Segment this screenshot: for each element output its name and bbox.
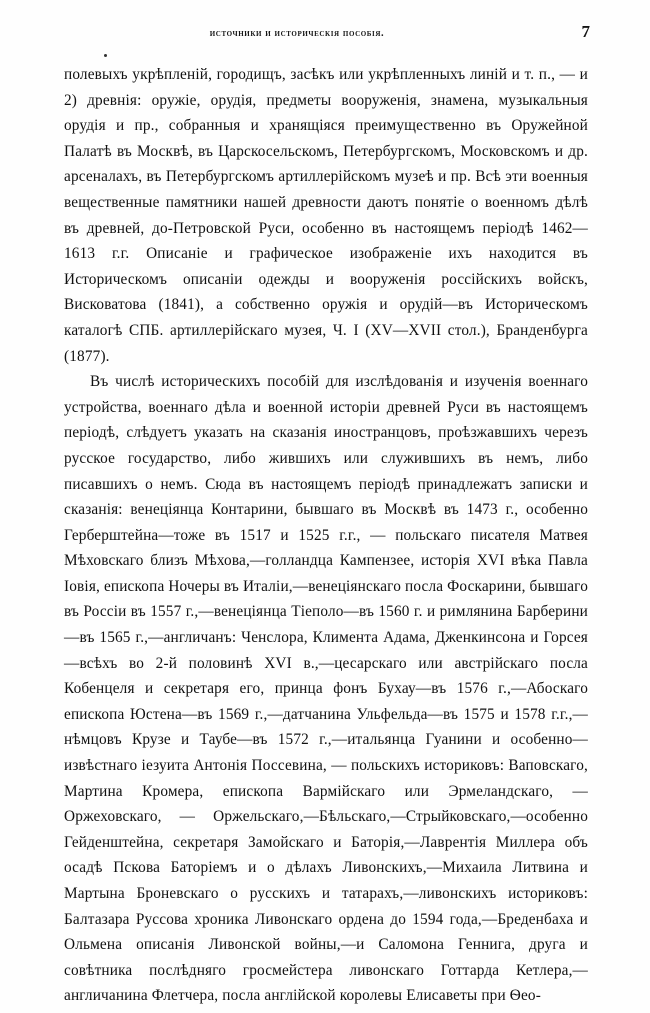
page-number: 7 [581,22,590,41]
ink-speck [104,54,107,57]
page-header [62,22,590,50]
body-text [64,62,588,1009]
running-head: источники и историческія пособія. [209,28,385,39]
paragraph-2: Въ числѣ историческихъ пособій для изслѣдованія и изученія военнаго устройства, военнаго дѣла и военной исторіи древней Руси въ настоящемъ періодѣ, слѣдуетъ указать на сказанія иностранцовъ, проѣзжавшихъ черезъ русское государство, либо жившихъ или служившихъ въ немъ, либо писавшихъ о немъ. Сюда въ настоящемъ періодѣ принадлежатъ записки и сказанія: венеціянца Контарини, бывшаго въ Москвѣ въ 1473 г., особенно Герберштейна—тоже въ 1517 и 1525 г.г., — польскаго писателя Матвея Мѣховскаго близъ Мѣхова,—голландца Кампензее, исторія XVI вѣка Павла Іовія, епископа Ночеры въ Италіи,—венеціянскаго посла Фоскарини, бывшаго въ Россіи въ 1557 г.,—венеціянца Тіеполо—въ 1560 г. и римлянина Барберини—въ 1565 г.,—англичанъ: Ченслора, Климента Адама, Дженкинсона и Горсея—всѣхъ во 2-й половинѣ XVI в.,—цесарскаго или австрійскаго посла Кобенцеля и секретаря его, принца фонъ Бухау—въ 1576 г.,—Абоскаго епископа Юстена—въ 1569 г.,—датчанина Ульфельда—въ 1575 и 1578 г.г.,—нѣмцовъ Крузе и Таубе—въ 1572 г.,—итальянца Гуанини и особенно—извѣстнаго іезуита Антонія Поссевина, — польскихъ историковъ: Ваповскаго, Мартина Кромера, епископа Вармійскаго или Эрмеландскаго, — Оржеховскаго, — Оржельскаго,—Бѣльскаго,—Стрыйковскаго,—особенно Гейденштейна, секретаря Замойскаго и Баторія,—Лаврентія Миллера объ осадѣ Пскова Баторіемъ и о дѣлахъ Ливонскихъ,—Михаила Литвина и Мартына Броневскаго о русскихъ и татарахъ,—ливонскихъ историковъ: Балтазара Руссова хроника Ливонскаго ордена до 1594 года,—Бреденбаха и Ольмена описанія Ливонской войны,—и Саломона Геннига, друга и совѣтника послѣдняго гросмейстера ливонскаго Готтарда Кетлера,—англичанина Флетчера, посла англійской королевы Елисаветы при Ѳео- [64,373,588,1005]
paragraph-1: полевыхъ укрѣпленій, городищъ, засѣкъ или укрѣпленныхъ линій и т. п., — и 2) древнія: оружіе, орудія, предметы вооруженія, знамена, музыкальныя орудія и пр., собранныя и хранящіяся преимущественно въ Оружейной Палатѣ въ Москвѣ, въ Царскосельскомъ, Петербургскомъ, Московскомъ и др. арсеналахъ, въ Петербургскомъ артиллерійскомъ музеѣ и пр. Всѣ эти военныя вещественные памятники нашей древности даютъ понятіе о военномъ дѣлѣ въ древней, до-Петровской Руси, особенно въ настоящемъ періодѣ 1462—1613 г.г. Описаніе и графическое изображеніе ихъ находится въ Историческомъ описаніи одежды и вооруженія россійскихъ войскъ, Висковатова (1841), а собственно оружія и орудій—въ Историческомъ каталогѣ СПБ. артиллерійскаго музея, Ч. I (XV—XVII стол.), Бранденбурга (1877). [64,66,588,365]
